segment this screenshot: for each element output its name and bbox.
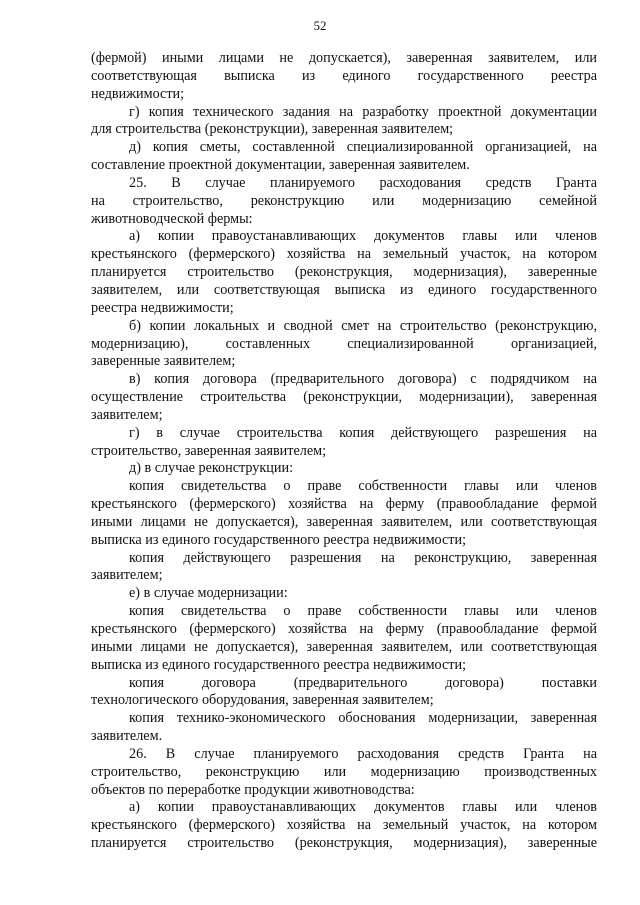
text-line: 26. В случае планируемого расходования средств Гранта на bbox=[129, 745, 597, 762]
text-line: заявителем, или соответствующая выписка из единого государственного bbox=[91, 281, 597, 298]
text-line: е) в случае модернизации: bbox=[129, 585, 288, 602]
text-line: объектов по переработке продукции животноводства: bbox=[91, 781, 415, 798]
text-line: планируется строительство (реконструкция, модернизация), заверенные bbox=[91, 264, 597, 281]
text-line: заявителем; bbox=[91, 567, 163, 584]
text-line: копия технико-экономического обоснования модернизации, заверенная bbox=[129, 710, 597, 727]
text-line: (фермой) иными лицами не допускается), заверенная заявителем, или bbox=[91, 50, 597, 66]
text-line: крестьянского (фермерского) хозяйства на ферму (правообладание фермой bbox=[91, 621, 597, 637]
text-line: заверенные заявителем; bbox=[91, 353, 236, 370]
text-line: а) копии правоустанавливающих документов главы или членов bbox=[129, 228, 597, 245]
text-line: составление проектной документации, заверенная заявителем. bbox=[91, 157, 470, 174]
text-line: соответствующая выписка из единого государственного реестра bbox=[91, 67, 597, 84]
text-line: б) копии локальных и сводной смет на строительство (реконструкцию, bbox=[129, 317, 597, 334]
text-line: д) в случае реконструкции: bbox=[129, 460, 294, 477]
text-line: в) копия договора (предварительного договора) с подрядчиком на bbox=[129, 371, 597, 388]
text-line: копия свидетельства о праве собственности главы или членов bbox=[129, 603, 597, 620]
text-line: на строительство, реконструкцию или модернизацию семейной bbox=[91, 192, 597, 209]
text-line: недвижимости; bbox=[91, 85, 185, 102]
text-line: строительство, заверенная заявителем; bbox=[91, 442, 327, 459]
text-line: животноводческой фермы: bbox=[91, 210, 253, 227]
document-body bbox=[91, 50, 597, 853]
text-line: крестьянского (фермерского) хозяйства на земельный участок, на котором bbox=[91, 817, 597, 834]
text-line: выписка из единого государственного реестра недвижимости; bbox=[91, 531, 467, 548]
text-line: выписка из единого государственного реестра недвижимости; bbox=[91, 656, 467, 673]
text-line: иными лицами не допускается), заверенная заявителем, или соответствующая bbox=[91, 638, 597, 655]
text-line: г) копия технического задания на разработку проектной документации bbox=[129, 103, 597, 120]
text-line: копия свидетельства о праве собственности главы или членов bbox=[129, 478, 597, 495]
text-line: иными лицами не допускается), заверенная заявителем, или соответствующая bbox=[91, 513, 597, 530]
text-line: технологического оборудования, заверенная заявителем; bbox=[91, 692, 434, 709]
text-line: копия действующего разрешения на реконструкцию, заверенная bbox=[129, 549, 597, 566]
text-line: для строительства (реконструкции), заверенная заявителем; bbox=[91, 121, 454, 138]
text-line: реестра недвижимости; bbox=[91, 299, 234, 316]
text-line: крестьянского (фермерского) хозяйства на ферму (правообладание фермой bbox=[91, 496, 597, 513]
page-number: 52 bbox=[313, 18, 327, 33]
text-line: строительство, реконструкцию или модернизацию производственных bbox=[91, 763, 597, 780]
text-line: заявителем. bbox=[91, 728, 163, 745]
text-line: модернизацию), составленных специализированной организацией, bbox=[91, 335, 597, 352]
text-line: д) копия сметы, составленной специализированной организацией, на bbox=[129, 139, 597, 156]
text-line: а) копии правоустанавливающих документов главы или членов bbox=[129, 799, 597, 816]
text-line: заявителем; bbox=[91, 406, 163, 423]
text-line: г) в случае строительства копия действующего разрешения на bbox=[129, 424, 597, 441]
text-line: 25. В случае планируемого расходования средств Гранта bbox=[129, 174, 597, 191]
text-line: планируется строительство (реконструкция, модернизация), заверенные bbox=[91, 835, 597, 852]
text-line: крестьянского (фермерского) хозяйства на земельный участок, на котором bbox=[91, 246, 597, 263]
text-line: копия договора (предварительного договора) поставки bbox=[129, 674, 597, 691]
text-line: осуществление строительства (реконструкции, модернизации), заверенная bbox=[91, 389, 597, 406]
